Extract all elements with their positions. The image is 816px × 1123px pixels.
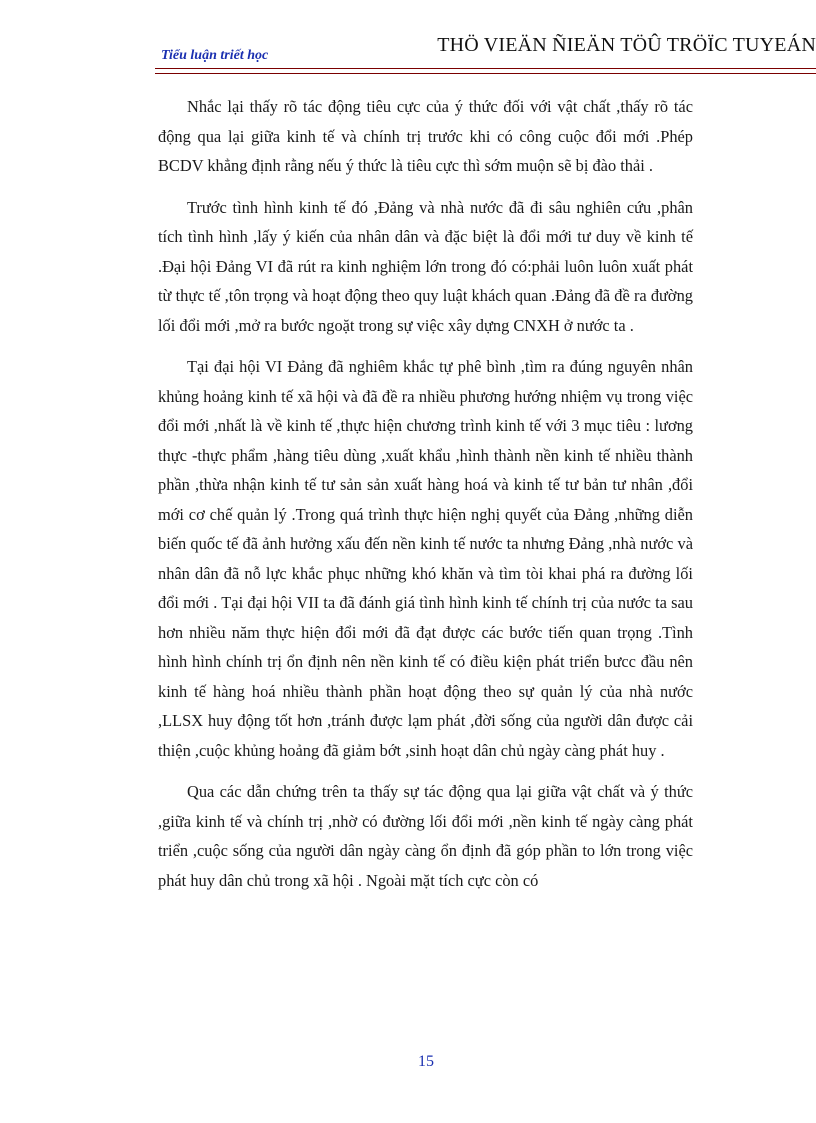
page-header (155, 28, 816, 72)
header-library-title: THÖ VIEÄN ÑIEÄN TÖÛ TRÖÏC TUYEÁN (437, 34, 816, 56)
paragraph-1: Nhắc lại thấy rõ tác động tiêu cực của ý thức đối với vật chất ,thấy rõ tác động qua lại giữa kinh tế và chính trị trước khi có công cuộc đổi mới .Phép BCDV khẳng định rằng nếu ý thức là tiêu cực thì sớm muộn sẽ bị đào thải . (158, 97, 693, 175)
paragraph-4: Qua các dẫn chứng trên ta thấy sự tác động qua lại giữa vật chất và ý thức ,giữa kinh tế và chính trị ,nhờ có đường lối đổi mới ,nền kinh tế ngày càng phát triển ,cuộc sống của người dân ngày càng ổn định đã góp phần to lớn trong việc phát huy dân chủ trong xã hội . Ngoài mặt tích cực còn có (158, 782, 693, 890)
body-text (158, 92, 693, 907)
header-divider-top (155, 68, 816, 69)
paragraph-2: Trước tình hình kinh tế đó ,Đảng và nhà nước đã đi sâu nghiên cứu ,phân tích tình hình ,lấy ý kiến của nhân dân và đặc biệt là đổi mới tư duy về kinh tế .Đại hội Đảng VI đã rút ra kinh nghiệm lớn trong đó có:phải luôn luôn xuất phát từ thực tế ,tôn trọng và hoạt động theo quy luật khách quan .Đảng đã đề ra đường lối đổi mới ,mở ra bước ngoặt trong sự việc xây dựng CNXH ở nước ta . (158, 197, 693, 335)
header-document-title: Tiểu luận triết học (161, 48, 269, 63)
paragraph-3: Tại đại hội VI Đảng đã nghiêm khắc tự phê bình ,tìm ra đúng nguyên nhân khủng hoảng kinh tế xã hội và đã đề ra nhiều phương hướng nhiệm vụ trong việc đổi mới ,nhất là về kinh tế ,thực hiện chương trình kinh tế với 3 mục tiêu : lương thực -thực phẩm ,hàng tiêu dùng ,xuất khẩu ,hình thành nền kinh tế nhiều thành phần ,thừa nhận kinh tế tư sản sản xuất hàng hoá và kinh tế tư bản tư nhân ,đổi mới cơ chế quản lý .Trong quá trình thực hiện nghị quyết của Đảng ,những diễn biến quốc tế đã ảnh hưởng xấu đến nền kinh tế nước ta nhưng Đảng ,nhà nước và nhân dân đã nỗ lực khắc phục những khó khăn và tìm tòi khai phá ra đường lối đổi mới . Tại đại hội VII ta đã đánh giá tình hình kinh tế chính trị của nước ta sau hơn nhiều năm thực hiện đổi mới đã đạt được các bước tiến quan trọng .Tình hình hình chính trị ổn định nên nền kinh tế có điều kiện phát triển bưcc đầu nên kinh tế hàng hoá nhiều thành phần hoạt động theo sự quản lý của nhà nước ,LLSX huy động tốt hơn ,tránh được lạm phát ,đời sống của người dân được cải thiện ,cuộc khủng hoảng đã giảm bớt ,sinh hoạt dân chủ ngày càng phát huy . (158, 357, 693, 760)
header-divider-bottom (155, 73, 816, 74)
page-number: 15 (418, 1053, 434, 1070)
